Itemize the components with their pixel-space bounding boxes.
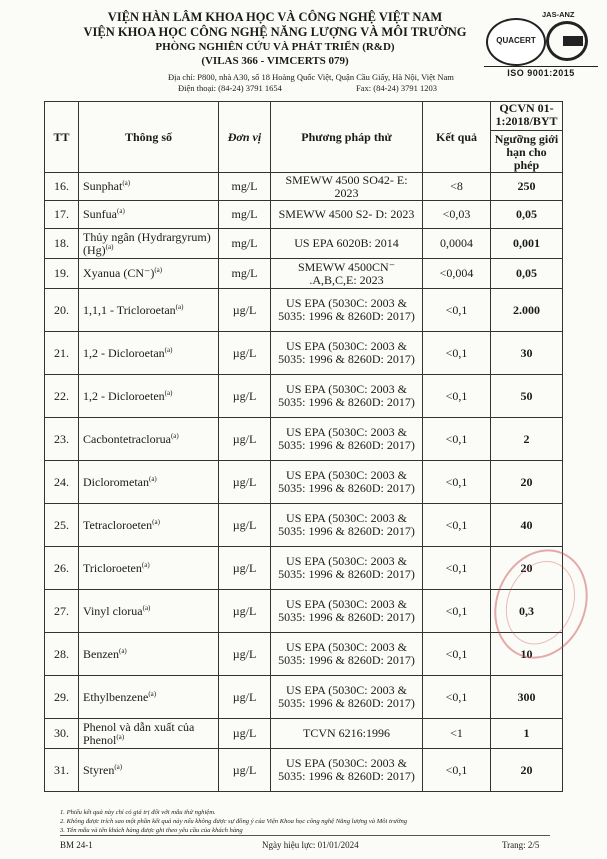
row-tt-cell bbox=[45, 547, 79, 590]
row-limit-cell bbox=[491, 749, 563, 792]
test-results-table bbox=[44, 101, 563, 792]
row-result-cell bbox=[423, 259, 491, 289]
row-result: <0,1 bbox=[445, 560, 468, 575]
org-line-academy: VIỆN HÀN LÂM KHOA HỌC VÀ CÔNG NGHỆ VIỆT NAM bbox=[107, 10, 443, 24]
row-parameter-cell bbox=[79, 749, 219, 792]
row-unit-cell bbox=[219, 201, 271, 229]
row-method-cell bbox=[271, 375, 423, 418]
row-parameter-cell bbox=[79, 173, 219, 201]
row-result-cell bbox=[423, 633, 491, 676]
row-tt: 31. bbox=[54, 762, 69, 777]
table-row bbox=[45, 547, 563, 590]
row-tt-cell bbox=[45, 375, 79, 418]
row-parameter-cell bbox=[79, 633, 219, 676]
footnote-3: 3. Tên mẫu và tên khách hàng được ghi theo yêu cầu của khách hàng bbox=[60, 827, 243, 834]
header-limit-line1: QCVN 01- bbox=[499, 101, 554, 115]
accreditation-note-mark: (a) bbox=[118, 646, 127, 655]
row-tt: 23. bbox=[54, 431, 69, 446]
row-tt-cell bbox=[45, 749, 79, 792]
table-row bbox=[45, 590, 563, 633]
row-limit: 0,05 bbox=[516, 207, 537, 221]
row-tt-cell bbox=[45, 719, 79, 749]
row-tt: 28. bbox=[54, 646, 69, 661]
row-unit-cell bbox=[219, 229, 271, 259]
row-result-cell bbox=[423, 749, 491, 792]
row-parameter-cell bbox=[79, 332, 219, 375]
row-unit: µg/L bbox=[232, 646, 257, 661]
accreditation-note-mark: (a) bbox=[116, 732, 125, 741]
row-tt-cell bbox=[45, 504, 79, 547]
accreditation-note-mark: (a) bbox=[164, 388, 173, 397]
header-method: Phương pháp thử bbox=[271, 102, 423, 173]
row-result-cell bbox=[423, 332, 491, 375]
row-limit: 0,001 bbox=[513, 236, 540, 250]
row-method: US EPA 6020B: 2014 bbox=[294, 236, 399, 250]
row-method: US EPA (5030C: 2003 & 5035: 1996 & 8260D: 2017) bbox=[278, 554, 415, 581]
table-row bbox=[45, 289, 563, 332]
row-limit: 20 bbox=[520, 474, 533, 489]
footnotes bbox=[60, 808, 407, 835]
row-method: US EPA (5030C: 2003 & 5035: 1996 & 8260D: 2017) bbox=[278, 597, 415, 624]
org-line-institute: VIỆN KHOA HỌC CÔNG NGHỆ NĂNG LƯỢNG VÀ MÔI TRƯỜNG bbox=[83, 25, 467, 39]
row-unit: µg/L bbox=[232, 431, 257, 446]
row-method: US EPA (5030C: 2003 & 5035: 1996 & 8260D: 2017) bbox=[278, 425, 415, 452]
row-method-cell bbox=[271, 719, 423, 749]
row-tt: 26. bbox=[54, 560, 69, 575]
row-result-cell bbox=[423, 201, 491, 229]
row-result-cell bbox=[423, 461, 491, 504]
row-unit: mg/L bbox=[231, 236, 258, 250]
row-unit: µg/L bbox=[232, 726, 257, 740]
accreditation-note-mark: (a) bbox=[141, 560, 150, 569]
header-limit bbox=[491, 102, 563, 173]
row-result: <1 bbox=[450, 726, 463, 740]
row-parameter: Ethylbenzene bbox=[83, 689, 149, 704]
row-method: US EPA (5030C: 2003 & 5035: 1996 & 8260D: 2017) bbox=[278, 339, 415, 366]
row-limit-cell bbox=[491, 259, 563, 289]
row-unit-cell bbox=[219, 590, 271, 633]
row-method-cell bbox=[271, 418, 423, 461]
row-parameter-cell bbox=[79, 504, 219, 547]
row-result: <0,1 bbox=[445, 431, 468, 446]
row-limit: 0,3 bbox=[519, 603, 534, 618]
row-parameter-cell bbox=[79, 719, 219, 749]
table-row bbox=[45, 749, 563, 792]
row-method-cell bbox=[271, 504, 423, 547]
row-result: <0,1 bbox=[445, 388, 468, 403]
footnote-2: 2. Không được trích sao một phần kết quả này nếu không được sự đồng ý của Viện Khoa học công nghệ Năng lượng và Môi trường bbox=[60, 818, 408, 825]
table-body bbox=[45, 173, 563, 792]
row-unit: µg/L bbox=[232, 302, 257, 317]
row-result-cell bbox=[423, 289, 491, 332]
row-tt: 24. bbox=[54, 474, 69, 489]
row-unit-cell bbox=[219, 547, 271, 590]
row-unit-cell bbox=[219, 461, 271, 504]
row-parameter: Thủy ngân (Hydrargyrum) (Hg) bbox=[83, 229, 211, 257]
row-unit: µg/L bbox=[232, 345, 257, 360]
footnote-1: 1. Phiếu kết quả này chỉ có giá trị đối với mẫu thử nghiệm. bbox=[60, 809, 216, 816]
row-result: <0,004 bbox=[439, 266, 474, 280]
row-parameter: Cacbontetraclorua bbox=[83, 431, 171, 446]
table-row bbox=[45, 676, 563, 719]
row-parameter: Tricloroeten bbox=[83, 560, 142, 575]
row-limit-cell bbox=[491, 201, 563, 229]
row-tt-cell bbox=[45, 229, 79, 259]
row-limit: 300 bbox=[517, 689, 536, 704]
accreditation-note-mark: (a) bbox=[175, 302, 184, 311]
row-result-cell bbox=[423, 719, 491, 749]
row-parameter: Xyanua (CN⁻) bbox=[83, 266, 155, 280]
row-result-cell bbox=[423, 418, 491, 461]
row-result: 0,0004 bbox=[440, 236, 473, 250]
document-header bbox=[0, 0, 607, 100]
table-row bbox=[45, 201, 563, 229]
row-method-cell bbox=[271, 259, 423, 289]
row-parameter: Sunfua bbox=[83, 207, 117, 221]
row-result: <0,1 bbox=[445, 603, 468, 618]
row-tt: 29. bbox=[54, 689, 69, 704]
row-tt-cell bbox=[45, 418, 79, 461]
header-limit-line2: 1:2018/BYT bbox=[491, 115, 562, 131]
footer-issue-date: Ngày hiệu lực: 01/01/2024 bbox=[262, 840, 359, 850]
row-parameter-cell bbox=[79, 229, 219, 259]
table-row bbox=[45, 504, 563, 547]
row-result: <0,1 bbox=[445, 302, 468, 317]
row-result: <8 bbox=[450, 179, 463, 193]
row-method-cell bbox=[271, 633, 423, 676]
row-result-cell bbox=[423, 504, 491, 547]
row-result-cell bbox=[423, 173, 491, 201]
row-tt-cell bbox=[45, 461, 79, 504]
row-tt: 19. bbox=[54, 266, 69, 280]
row-parameter-cell bbox=[79, 461, 219, 504]
table-row bbox=[45, 633, 563, 676]
row-unit: µg/L bbox=[232, 560, 257, 575]
table-row bbox=[45, 418, 563, 461]
table-row bbox=[45, 461, 563, 504]
row-method-cell bbox=[271, 173, 423, 201]
row-unit-cell bbox=[219, 259, 271, 289]
row-parameter-cell bbox=[79, 375, 219, 418]
row-method: SMEWW 4500CN⁻ .A,B,C,E: 2023 bbox=[297, 259, 396, 287]
iso-certification-text: ISO 9001:2015 bbox=[484, 66, 598, 78]
accreditation-note-mark: (a) bbox=[154, 266, 163, 274]
row-limit-cell bbox=[491, 173, 563, 201]
row-method: US EPA (5030C: 2003 & 5035: 1996 & 8260D: 2017) bbox=[278, 640, 415, 667]
row-result: <0,1 bbox=[445, 689, 468, 704]
row-method-cell bbox=[271, 332, 423, 375]
row-parameter: Benzen bbox=[83, 646, 119, 661]
row-unit: mg/L bbox=[231, 207, 258, 221]
row-method-cell bbox=[271, 676, 423, 719]
quacert-logo-text: QUACERT bbox=[496, 36, 536, 45]
accreditation-note-mark: (a) bbox=[148, 689, 157, 698]
row-limit: 40 bbox=[520, 517, 533, 532]
row-result: <0,1 bbox=[445, 474, 468, 489]
row-tt-cell bbox=[45, 633, 79, 676]
org-fax: Fax: (84-24) 3791 1203 bbox=[356, 83, 437, 93]
row-limit-cell bbox=[491, 375, 563, 418]
row-parameter: Vinyl clorua bbox=[83, 603, 143, 618]
accreditation-note-mark: (a) bbox=[148, 474, 157, 483]
row-method-cell bbox=[271, 590, 423, 633]
row-method-cell bbox=[271, 229, 423, 259]
row-tt-cell bbox=[45, 676, 79, 719]
accreditation-note-mark: (a) bbox=[105, 242, 114, 251]
row-tt-cell bbox=[45, 173, 79, 201]
row-unit-cell bbox=[219, 504, 271, 547]
table-header-row bbox=[45, 102, 563, 173]
row-tt: 18. bbox=[54, 236, 69, 250]
row-parameter: Styren bbox=[83, 762, 115, 777]
accreditation-note-mark: (a) bbox=[117, 207, 125, 215]
row-parameter: Phenol và dẫn xuất của Phenol bbox=[83, 719, 195, 747]
accreditation-note-mark: (a) bbox=[170, 431, 179, 440]
row-method: TCVN 6216:1996 bbox=[303, 726, 390, 740]
row-limit-cell bbox=[491, 461, 563, 504]
row-limit-cell bbox=[491, 289, 563, 332]
row-result: <0,1 bbox=[445, 517, 468, 532]
row-unit: µg/L bbox=[232, 388, 257, 403]
row-parameter: Tetracloroeten bbox=[83, 517, 153, 532]
row-limit: 1 bbox=[523, 726, 530, 740]
row-tt-cell bbox=[45, 289, 79, 332]
header-parameter: Thông số bbox=[79, 102, 219, 173]
table-row bbox=[45, 229, 563, 259]
footer-form-code: BM 24-1 bbox=[60, 840, 93, 850]
table-row bbox=[45, 375, 563, 418]
row-parameter-cell bbox=[79, 259, 219, 289]
org-line-department: PHÒNG NGHIÊN CỨU VÀ PHÁT TRIỂN (R&D) bbox=[155, 41, 395, 53]
row-method: US EPA (5030C: 2003 & 5035: 1996 & 8260D: 2017) bbox=[278, 756, 415, 783]
row-method: US EPA (5030C: 2003 & 5035: 1996 & 8260D: 2017) bbox=[278, 683, 415, 710]
row-tt: 16. bbox=[54, 179, 69, 193]
row-method-cell bbox=[271, 461, 423, 504]
accreditation-note-mark: (a) bbox=[164, 345, 173, 354]
row-result-cell bbox=[423, 375, 491, 418]
row-unit-cell bbox=[219, 749, 271, 792]
row-result: <0,1 bbox=[445, 345, 468, 360]
row-method: US EPA (5030C: 2003 & 5035: 1996 & 8260D: 2017) bbox=[278, 468, 415, 495]
header-result: Kết quả bbox=[423, 102, 491, 173]
row-result: <0,03 bbox=[442, 207, 471, 221]
row-method: SMEWW 4500 S2- D: 2023 bbox=[278, 207, 415, 221]
certification-logos bbox=[482, 8, 598, 80]
row-limit: 20 bbox=[520, 560, 533, 575]
row-limit: 0,05 bbox=[516, 266, 537, 280]
footer-page-number: Trang: 2/5 bbox=[502, 840, 540, 850]
row-parameter: 1,2 - Dicloroeten bbox=[83, 388, 165, 403]
row-result: <0,1 bbox=[445, 646, 468, 661]
row-unit: µg/L bbox=[232, 517, 257, 532]
row-tt-cell bbox=[45, 259, 79, 289]
row-parameter-cell bbox=[79, 201, 219, 229]
row-result: <0,1 bbox=[445, 762, 468, 777]
row-parameter: Sunphat bbox=[83, 179, 123, 193]
header-tt: TT bbox=[45, 102, 79, 173]
row-parameter-cell bbox=[79, 590, 219, 633]
row-parameter-cell bbox=[79, 418, 219, 461]
row-unit: mg/L bbox=[231, 179, 258, 193]
row-limit: 10 bbox=[520, 646, 533, 661]
row-unit: mg/L bbox=[231, 266, 258, 280]
row-limit-cell bbox=[491, 229, 563, 259]
org-line-accreditation: (VILAS 366 - VIMCERTS 079) bbox=[201, 55, 349, 67]
row-unit: µg/L bbox=[232, 474, 257, 489]
accreditation-note-mark: (a) bbox=[152, 517, 160, 526]
row-unit-cell bbox=[219, 676, 271, 719]
jas-anz-logo-icon bbox=[546, 21, 588, 61]
row-limit-cell bbox=[491, 719, 563, 749]
row-tt: 30. bbox=[54, 726, 69, 740]
row-unit-cell bbox=[219, 418, 271, 461]
row-parameter: 1,1,1 - Tricloroetan bbox=[83, 302, 176, 317]
row-unit-cell bbox=[219, 332, 271, 375]
row-method-cell bbox=[271, 547, 423, 590]
row-limit: 2 bbox=[523, 431, 530, 446]
row-result-cell bbox=[423, 676, 491, 719]
row-tt-cell bbox=[45, 332, 79, 375]
row-method-cell bbox=[271, 749, 423, 792]
row-limit-cell bbox=[491, 676, 563, 719]
accreditation-note-mark: (a) bbox=[114, 762, 123, 771]
row-unit-cell bbox=[219, 633, 271, 676]
table-row bbox=[45, 259, 563, 289]
row-method: US EPA (5030C: 2003 & 5035: 1996 & 8260D: 2017) bbox=[278, 511, 415, 538]
accreditation-note-mark: (a) bbox=[122, 179, 131, 187]
row-tt: 27. bbox=[54, 603, 69, 618]
row-unit: µg/L bbox=[232, 689, 257, 704]
row-limit: 50 bbox=[520, 388, 533, 403]
row-method: US EPA (5030C: 2003 & 5035: 1996 & 8260D: 2017) bbox=[278, 296, 415, 323]
row-unit-cell bbox=[219, 375, 271, 418]
accreditation-note-mark: (a) bbox=[142, 603, 151, 612]
row-tt-cell bbox=[45, 590, 79, 633]
row-method-cell bbox=[271, 289, 423, 332]
row-unit: µg/L bbox=[232, 762, 257, 777]
row-unit: µg/L bbox=[232, 603, 257, 618]
row-limit: 250 bbox=[517, 179, 536, 193]
row-parameter-cell bbox=[79, 676, 219, 719]
jas-anz-logo-text: JAS-ANZ bbox=[542, 10, 575, 19]
org-phone: Điện thoại: (84-24) 3791 1654 bbox=[178, 83, 282, 93]
row-tt: 17. bbox=[54, 207, 69, 221]
row-unit-cell bbox=[219, 719, 271, 749]
header-unit: Đơn vị bbox=[219, 102, 271, 173]
row-unit-cell bbox=[219, 173, 271, 201]
row-tt: 21. bbox=[54, 345, 69, 360]
row-tt-cell bbox=[45, 201, 79, 229]
table-row bbox=[45, 173, 563, 201]
row-limit-cell bbox=[491, 332, 563, 375]
row-tt: 20. bbox=[54, 302, 69, 317]
footer-divider bbox=[60, 835, 550, 836]
row-limit: 30 bbox=[520, 345, 533, 360]
row-parameter: 1,2 - Dicloroetan bbox=[83, 345, 165, 360]
quacert-logo-icon bbox=[486, 18, 546, 66]
header-limit-line3: Ngưỡng giới bbox=[494, 132, 559, 146]
row-tt: 25. bbox=[54, 517, 69, 532]
row-unit-cell bbox=[219, 289, 271, 332]
row-limit: 20 bbox=[520, 762, 533, 777]
row-limit-cell bbox=[491, 504, 563, 547]
org-address: Địa chỉ: P800, nhà A30, số 18 Hoàng Quốc Việt, Quận Cầu Giấy, Hà Nội, Việt Nam bbox=[168, 72, 454, 82]
row-limit-cell bbox=[491, 418, 563, 461]
header-limit-line4: hạn cho phép bbox=[506, 145, 547, 172]
row-result-cell bbox=[423, 229, 491, 259]
row-limit: 2.000 bbox=[513, 302, 540, 317]
row-tt: 22. bbox=[54, 388, 69, 403]
row-parameter-cell bbox=[79, 289, 219, 332]
table-row bbox=[45, 332, 563, 375]
table-row bbox=[45, 719, 563, 749]
row-method: SMEWW 4500 SO42- E: 2023 bbox=[285, 172, 408, 200]
row-method-cell bbox=[271, 201, 423, 229]
row-parameter-cell bbox=[79, 547, 219, 590]
row-result-cell bbox=[423, 590, 491, 633]
row-method: US EPA (5030C: 2003 & 5035: 1996 & 8260D: 2017) bbox=[278, 382, 415, 409]
row-result-cell bbox=[423, 547, 491, 590]
row-parameter: Diclorometan bbox=[83, 474, 149, 489]
